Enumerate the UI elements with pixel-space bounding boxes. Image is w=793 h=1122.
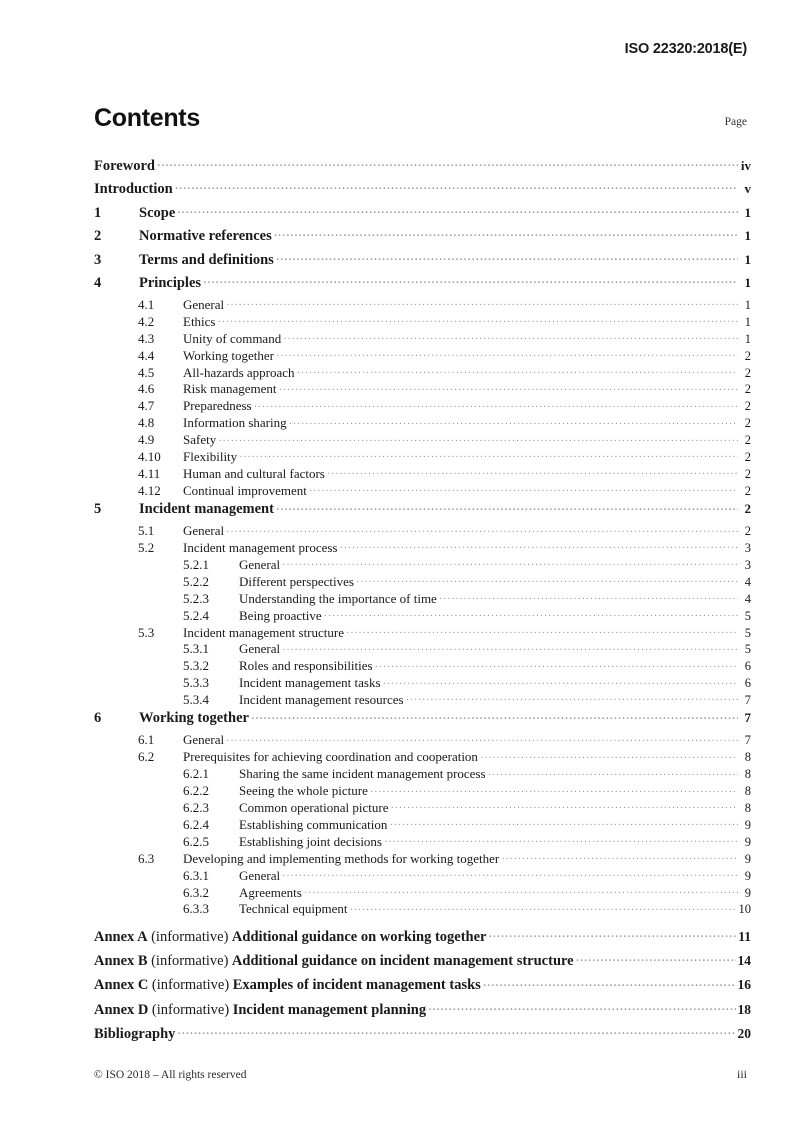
toc-entry-number: 5.2.1 [183,556,209,572]
dot-leader [175,179,737,194]
toc-entry-number: 6.2.2 [183,783,209,799]
toc-entry-number: 5.2.2 [183,573,209,589]
toc-entry-label: Flexibility [183,449,238,465]
dot-leader [297,364,737,377]
toc-entry-number: 4.6 [138,381,155,397]
toc-entry-page: 11 [738,928,751,944]
toc-entry-label: All-hazards approach [183,364,295,380]
toc-entry-label: Human and cultural factors [183,465,325,481]
toc-entry-label: General [183,297,225,312]
toc-entry-level-3[interactable] [94,640,751,657]
dot-leader [375,657,737,670]
toc-entry-page: iv [740,157,751,173]
toc-entry-page: 9 [744,834,751,849]
toc-entry-label: Sharing the same incident management process [239,766,486,782]
dot-leader [289,414,737,427]
toc-entry-level-2[interactable] [94,414,751,431]
toc-entry-annex[interactable] [94,951,751,975]
toc-entry-page: 3 [744,557,751,572]
toc-entry-number: 5.3.2 [183,658,209,674]
toc-entry-page: 1 [744,275,751,290]
toc-entry-page: 9 [744,885,751,900]
toc-entry-number: 2 [94,228,102,244]
toc-entry-page: 16 [737,977,751,993]
toc-entry-label: Principles [139,275,202,291]
toc-entry-number: 6.3 [138,850,155,866]
toc-entry-label: Developing and implementing methods for working together [183,850,500,866]
dot-leader [370,782,737,795]
toc-entry-label: Scope [139,204,176,221]
toc-entry-label: General [239,867,281,883]
toc-entry-level-2[interactable] [94,539,751,556]
toc-entry-page: 2 [744,399,751,414]
toc-entry-level-3[interactable] [94,816,751,833]
toc-entry-level-1[interactable] [94,249,751,273]
toc-entry-page: 2 [744,348,751,363]
toc-entry-number: 5.3.4 [183,692,209,708]
toc-entry-label: General [239,556,281,572]
toc-entry-annex[interactable] [94,926,751,950]
dot-leader [283,867,738,880]
toc-entry-number: 4.4 [138,347,155,363]
toc-entry-label: Working together [139,710,249,727]
toc-entry-number: 6.2 [138,749,155,765]
dot-leader [227,731,738,744]
dot-leader [480,748,737,761]
toc-entry-page: 2 [744,483,751,498]
toc-entry-label: Unity of command [183,330,282,346]
dot-leader [276,249,737,264]
toc-entry-page: 18 [737,1001,751,1017]
dot-leader [276,499,737,514]
toc-entry-level-2[interactable] [94,330,751,347]
toc-entry-page: 8 [744,784,751,799]
toc-entry-level-2[interactable] [94,465,751,482]
toc-entry-page: 7 [744,733,751,748]
annex-identifier: Annex C [94,977,149,994]
toc-entry-number: 6.3.3 [183,901,209,917]
toc-entry-label: Terms and definitions [139,251,274,268]
dot-leader [251,708,737,723]
toc-entry-number: 4.1 [138,297,155,312]
toc-entry-number: 6.2.5 [183,833,209,849]
toc-entry-page: 2 [744,433,751,448]
page-column-label: Page [724,116,747,128]
toc-entry-level-2[interactable] [94,347,751,364]
dot-leader [350,900,737,913]
toc-entry-frontmatter[interactable] [94,155,751,179]
toc-entry-page: 1 [744,251,751,267]
dot-leader [439,590,737,603]
dot-leader [390,816,738,829]
dot-leader [204,273,738,288]
dot-leader [283,640,738,653]
annex-identifier: Annex D [94,1001,149,1018]
toc-entry-level-3[interactable] [94,782,751,799]
toc-entry-label: Risk management [183,381,277,397]
toc-entry-number: 6.2.3 [183,800,209,816]
toc-entry-page: 4 [744,574,751,589]
toc-entry-label: Safety [183,432,217,448]
toc-entry-bibliography[interactable] [94,1023,751,1047]
page-title: Contents [94,104,200,132]
toc-entry-page: 4 [744,591,751,606]
toc-entry-label: General [183,732,225,748]
toc-entry-page: 5 [744,625,751,640]
toc-entry-label: Being proactive [239,607,322,623]
toc-entry-number: 6.3.2 [183,884,209,900]
dot-leader [279,380,737,393]
toc-entry-level-3[interactable] [94,900,751,917]
toc-entry-annex[interactable] [94,999,751,1023]
dot-leader [483,975,736,990]
toc-entry-page: 6 [744,676,751,691]
toc-entry-frontmatter[interactable] [94,179,751,203]
toc-entry-number: 4.11 [138,465,161,481]
toc-entry-page: 1 [744,314,751,329]
toc-entry-page: 14 [737,953,751,969]
annex-title-label: Examples of incident management tasks [232,977,481,994]
toc-entry-level-1[interactable] [94,708,751,732]
toc-entry-level-3[interactable] [94,573,751,590]
toc-entry-page: 7 [744,693,751,708]
toc-entry-page: 1 [744,228,751,243]
dot-leader [157,155,737,170]
annex-block-spacer [94,917,751,926]
toc-entry-label: Understanding the importance of time [239,590,437,606]
toc-entry-page: 3 [744,541,751,556]
dot-leader [347,624,738,637]
toc-entry-level-3[interactable] [94,833,751,850]
toc-entry-page: 5 [744,642,751,657]
toc-entry-page: 2 [744,416,751,431]
toc-entry-number: 4 [94,275,102,291]
dot-leader [385,833,738,846]
toc-entry-level-3[interactable] [94,884,751,901]
toc-entry-page: 7 [744,710,751,726]
toc-entry-label: Incident management tasks [239,675,381,691]
toc-entry-label: General [183,523,225,539]
toc-entry-number: 6.3.1 [183,867,209,883]
dot-leader [219,431,738,444]
toc-entry-page: v [744,181,751,196]
toc-entry-level-2[interactable] [94,850,751,867]
annex-identifier: Annex B [94,953,148,970]
toc-entry-number: 5.2 [138,540,155,556]
toc-entry-page: 1 [744,298,751,312]
dot-leader [324,607,737,620]
annex-title-label: Additional guidance on incident management structure [231,953,574,970]
toc-entry-level-3[interactable] [94,765,751,782]
toc-entry-page: 2 [744,450,751,465]
toc-entry-level-2[interactable] [94,296,751,313]
toc-entry-number: 5.1 [138,523,155,539]
dot-leader [309,482,737,495]
toc-entry-label: Ethics [183,313,216,329]
dot-leader [429,999,736,1014]
toc-entry-page: 6 [744,659,751,674]
table-of-contents [94,155,751,1048]
annex-kind-label: (informative) [151,928,229,945]
toc-entry-level-3[interactable] [94,556,751,573]
toc-entry-label: Prerequisites for achieving coordination and cooperation [183,749,478,765]
toc-entry-level-1[interactable] [94,226,751,250]
dot-leader [277,347,738,360]
toc-entry-label: Working together [183,347,275,363]
dot-leader [502,850,738,863]
toc-entry-page: 5 [744,608,751,623]
toc-entry-level-3[interactable] [94,691,751,708]
toc-entry-number: 6.2.4 [183,816,209,832]
annex-entry-text [94,953,574,970]
toc-entry-label: Technical equipment [239,901,348,917]
annex-title-label: Additional guidance on working together [231,928,487,945]
toc-entry-number: 5.2.3 [183,590,209,606]
dot-leader [283,556,738,569]
toc-entry-level-2[interactable] [94,748,751,765]
toc-entry-number: 6 [94,710,102,727]
toc-entry-number: 5.3.1 [183,641,209,657]
toc-entry-label: Establishing joint decisions [239,833,382,849]
dot-leader [489,926,737,941]
toc-entry-level-3[interactable] [94,657,751,674]
dot-leader [240,448,738,461]
annex-identifier: Annex A [94,928,148,945]
annex-entry-text [94,1002,426,1019]
toc-entry-label: Normative references [139,228,272,244]
dot-leader [488,765,737,778]
dot-leader [391,799,738,812]
toc-entry-label: Incident management [139,501,274,518]
toc-entry-number: 4.5 [138,364,155,380]
toc-entry-level-3[interactable] [94,607,751,624]
toc-entry-number: 3 [94,251,102,268]
toc-entry-page: 2 [744,466,751,481]
toc-entry-label: General [239,641,281,657]
copyright-notice: © ISO 2018 – All rights reserved [94,1069,247,1081]
toc-entry-label: Agreements [239,884,302,900]
toc-entry-level-3[interactable] [94,867,751,884]
toc-entry-label: Bibliography [94,1025,176,1042]
toc-entry-number: 5 [94,501,102,518]
toc-entry-level-2[interactable] [94,482,751,499]
toc-entry-number: 4.7 [138,398,155,414]
toc-entry-number: 4.8 [138,415,155,431]
toc-entry-level-2[interactable] [94,448,751,465]
document-reference-header: ISO 22320:2018(E) [624,41,747,57]
annex-kind-label: (informative) [151,953,229,970]
toc-entry-label: Roles and responsibilities [239,658,373,674]
dot-leader [274,226,737,241]
toc-entry-label: Introduction [94,181,173,197]
annex-kind-label: (informative) [151,977,230,994]
toc-entry-page: 1 [744,331,751,346]
toc-entry-label: Common operational picture [239,800,389,816]
toc-entry-level-1[interactable] [94,202,751,226]
toc-entry-page: 9 [744,817,751,832]
dot-leader [227,296,738,309]
toc-entry-page: 20 [737,1025,751,1041]
toc-entry-label: Incident management resources [239,692,404,708]
toc-entry-page: 2 [744,524,751,539]
toc-entry-level-3[interactable] [94,674,751,691]
toc-entry-label: Foreword [94,157,155,174]
toc-entry-page: 9 [744,851,751,866]
toc-entry-annex[interactable] [94,975,751,999]
toc-entry-level-3[interactable] [94,799,751,816]
dot-leader [406,691,737,704]
toc-entry-page: 8 [744,767,751,782]
toc-entry-number: 5.3.3 [183,675,209,691]
toc-entry-number: 4.2 [138,313,155,329]
toc-entry-number: 5.2.4 [183,607,209,623]
toc-entry-level-2[interactable] [94,380,751,397]
toc-entry-level-2[interactable] [94,624,751,641]
toc-entry-page: 1 [744,204,751,220]
toc-entry-number: 4.3 [138,330,155,346]
toc-entry-level-1[interactable] [94,273,751,297]
toc-entry-level-2[interactable] [94,522,751,539]
toc-entry-level-2[interactable] [94,731,751,748]
toc-entry-level-2[interactable] [94,397,751,414]
toc-entry-page: 2 [744,382,751,397]
toc-entry-number: 4.12 [138,482,161,498]
toc-entry-page: 9 [744,868,751,883]
dot-leader [383,674,737,687]
dot-leader [218,313,738,326]
toc-entry-page: 8 [744,801,751,816]
dot-leader [178,1023,736,1038]
toc-entry-label: Establishing communication [239,816,388,832]
toc-entry-label: Incident management process [183,540,338,556]
toc-entry-label: Preparedness [183,398,252,414]
dot-leader [327,465,737,478]
toc-entry-level-1[interactable] [94,499,751,523]
toc-entry-level-2[interactable] [94,431,751,448]
toc-entry-level-2[interactable] [94,364,751,381]
page-footer [94,1067,747,1082]
toc-entry-number: 4.10 [138,449,161,465]
annex-title-label: Incident management planning [232,1001,427,1018]
dot-leader [356,573,737,586]
dot-leader [227,522,738,535]
footer-page-number: iii [736,1067,747,1081]
toc-entry-page: 8 [744,750,751,765]
toc-entry-label: Different perspectives [239,573,354,589]
dot-leader [178,202,738,217]
annex-kind-label: (informative) [151,1001,230,1018]
toc-entry-number: 6.2.1 [183,766,209,782]
toc-entry-page: 10 [738,902,751,917]
dot-leader [304,884,737,897]
annex-entry-text [94,977,481,994]
toc-entry-level-2[interactable] [94,313,751,330]
toc-entry-level-3[interactable] [94,590,751,607]
toc-entry-number: 4.9 [138,432,155,448]
toc-entry-number: 6.1 [138,732,155,748]
toc-entry-label: Incident management structure [183,624,344,640]
dot-leader [254,397,737,410]
toc-entry-label: Information sharing [183,415,287,431]
toc-entry-page: 2 [744,501,751,517]
annex-entry-text [94,929,487,946]
dot-leader [284,330,738,343]
toc-entry-number: 5.3 [138,624,155,640]
toc-entry-label: Seeing the whole picture [239,783,368,799]
toc-entry-page: 2 [744,365,751,380]
dot-leader [576,951,736,966]
toc-entry-number: 1 [94,204,102,221]
contents-heading-block [94,106,747,131]
dot-leader [340,539,738,552]
toc-entry-label: Continual improvement [183,482,307,498]
